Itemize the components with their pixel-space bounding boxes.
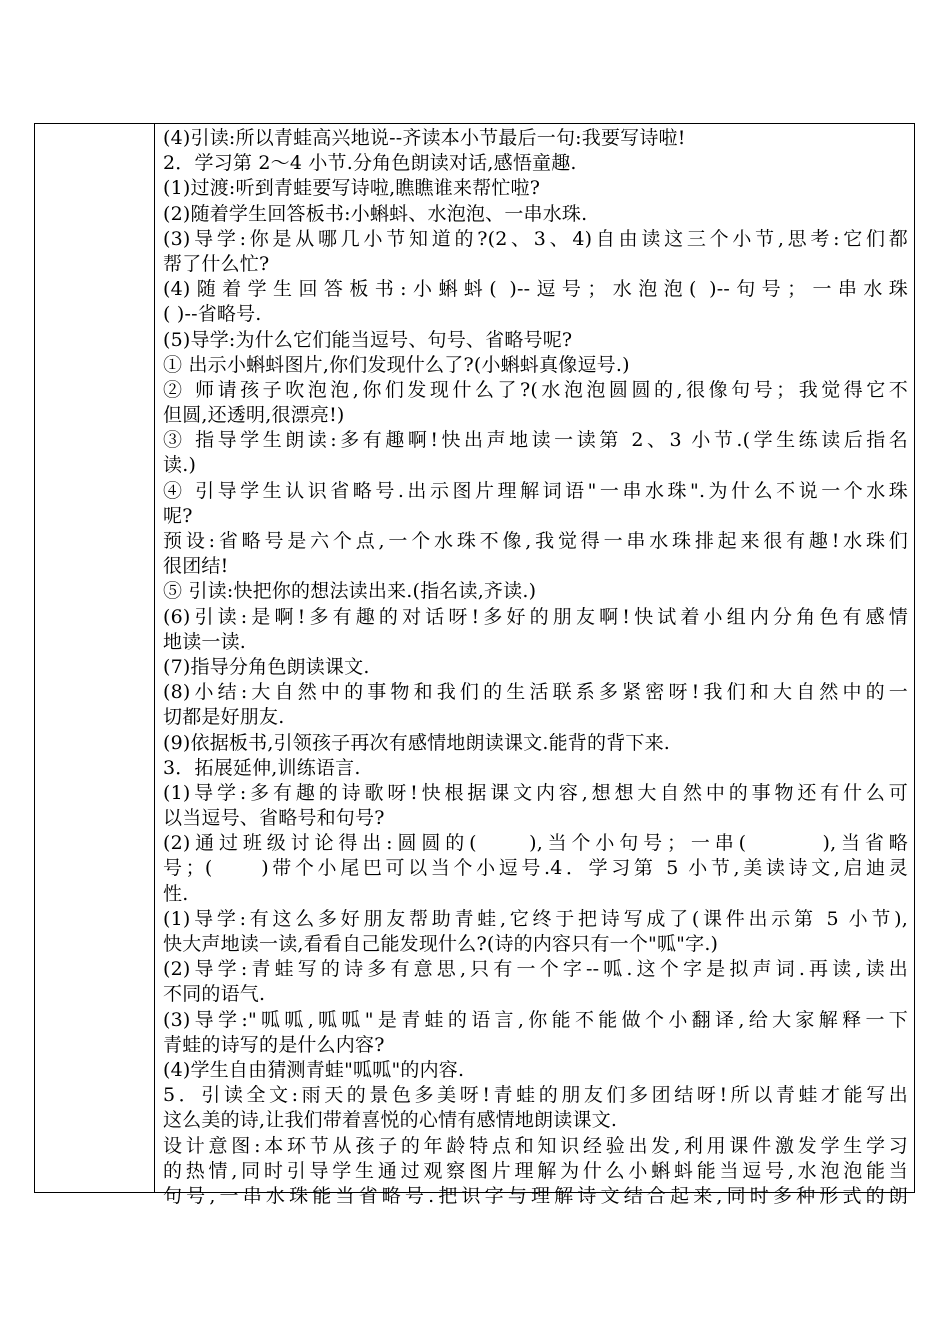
text-line: 很团结! bbox=[163, 555, 229, 578]
text-line: 设计意图:本环节从孩子的年龄特点和知识经验出发,利用课件激发学生学习 bbox=[163, 1134, 908, 1157]
text-line: (4)随着学生回答板书:小蝌蚪( )--逗号；水泡泡( )--句号；一串水珠 bbox=[163, 278, 908, 301]
text-line: 3．拓展延伸,训练语言. bbox=[163, 756, 361, 779]
text-line: (1)导学:有这么多好朋友帮助青蛙,它终于把诗写成了(课件出示第 5 小节), bbox=[163, 907, 908, 930]
text-line: 切都是好朋友. bbox=[163, 706, 285, 729]
text-line: 呢? bbox=[163, 504, 193, 527]
text-line: (3)导学:"呱呱,呱呱"是青蛙的语言,你能不能做个小翻译,给大家解释一下 bbox=[163, 1008, 908, 1031]
text-line: (8)小结:大自然中的事物和我们的生活联系多紧密呀!我们和大自然中的一 bbox=[163, 681, 908, 704]
text-line: ⑤ 引读:快把你的想法读出来.(指名读,齐读.) bbox=[163, 580, 537, 603]
text-line: 以当逗号、省略号和句号? bbox=[163, 807, 385, 830]
text-line: (2)导学:青蛙写的诗多有意思,只有一个字--呱.这个字是拟声词.再读,读出 bbox=[163, 958, 908, 981]
text-line: 不同的语气. bbox=[163, 983, 266, 1006]
text-line: ③ 指导学生朗读:多有趣啊!快出声地读一读第 2、3 小节.(学生练读后指名 bbox=[163, 429, 908, 452]
text-line: 快大声地读一读,看看自己能发现什么?(诗的内容只有一个"呱"字.) bbox=[163, 933, 719, 955]
text-line: 号；( )带个小尾巴可以当个小逗号.4．学习第 5 小节,美读诗文,启迪灵 bbox=[163, 857, 908, 880]
text-line: 读.) bbox=[163, 454, 197, 477]
text-line: (2)随着学生回答板书:小蝌蚪、水泡泡、一串水珠. bbox=[163, 202, 588, 225]
text-line: 青蛙的诗写的是什么内容? bbox=[163, 1033, 385, 1056]
text-line: 的热情,同时引导学生通过观察图片理解为什么小蝌蚪能当逗号,水泡泡能当 bbox=[163, 1159, 908, 1182]
text-line: 这么美的诗,让我们带着喜悦的心情有感情地朗读课文. bbox=[163, 1109, 618, 1132]
text-line: ④ 引导学生认识省略号.出示图片理解词语"一串水珠".为什么不说一个水珠 bbox=[163, 479, 908, 502]
left-column-cell bbox=[35, 124, 155, 1192]
text-line: 性. bbox=[163, 882, 189, 905]
text-line: (1)过渡:听到青蛙要写诗啦,瞧瞧谁来帮忙啦? bbox=[163, 177, 541, 200]
text-line: (4)引读:所以青蛙高兴地说--齐读本小节最后一句:我要写诗啦! bbox=[163, 127, 686, 149]
text-line: 帮了什么忙? bbox=[163, 252, 270, 275]
text-line: (1)导学:多有趣的诗歌呀!快根据课文内容,想想大自然中的事物还有什么可 bbox=[163, 781, 908, 804]
text-line: 句号,一串水珠能当省略号.把识字与理解诗文结合起来,同时多种形式的朗 bbox=[163, 1184, 908, 1207]
text-line: 预设:省略号是六个点,一个水珠不像,我觉得一串水珠排起来很有趣!水珠们 bbox=[163, 530, 908, 552]
text-line: (4)学生自由猜测青蛙"呱呱"的内容. bbox=[163, 1058, 465, 1081]
text-line: 2．学习第 2～4 小节.分角色朗读对话,感悟童趣. bbox=[163, 152, 577, 175]
lesson-content-cell bbox=[156, 124, 914, 1207]
text-line: (5)导学:为什么它们能当逗号、句号、省略号呢? bbox=[163, 328, 573, 351]
text-line: ① 出示小蝌蚪图片,你们发现什么了?(小蝌蚪真像逗号.) bbox=[163, 353, 630, 376]
text-line: ( )--省略号. bbox=[163, 303, 262, 326]
text-line: 5．引读全文:雨天的景色多美呀!青蛙的朋友们多团结呀!所以青蛙才能写出 bbox=[163, 1084, 908, 1107]
text-line: (6)引读:是啊!多有趣的对话呀!多好的朋友啊!快试着小组内分角色有感情 bbox=[163, 605, 908, 628]
text-line: 但圆,还透明,很漂亮!) bbox=[163, 404, 345, 427]
text-line: 地读一读. bbox=[163, 630, 247, 653]
text-line: (7)指导分角色朗读课文. bbox=[163, 655, 370, 678]
text-line: ② 师请孩子吹泡泡,你们发现什么了?(水泡泡圆圆的,很像句号；我觉得它不 bbox=[163, 378, 908, 401]
text-line: (9)依据板书,引领孩子再次有感情地朗读课文.能背的背下来. bbox=[163, 731, 671, 754]
lesson-plan-table bbox=[34, 123, 915, 1207]
text-line: (2)通过班级讨论得出:圆圆的( ),当个小句号；一串( ),当省略 bbox=[163, 832, 908, 855]
text-line: (3)导学:你是从哪几小节知道的?(2、3、4)自由读这三个小节,思考:它们都 bbox=[163, 227, 908, 250]
